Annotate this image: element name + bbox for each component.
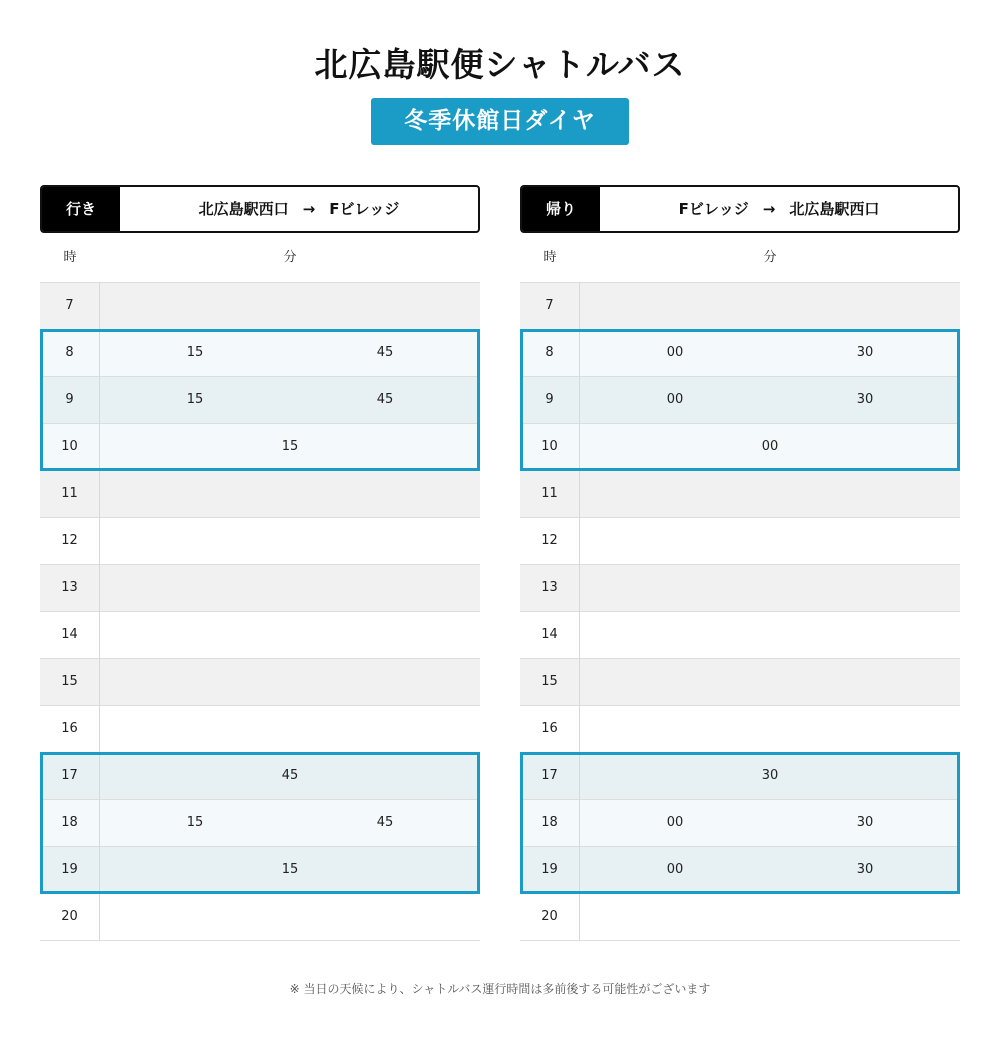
outbound-rows xyxy=(40,283,480,941)
minutes-cell xyxy=(580,377,960,423)
minutes-cell xyxy=(100,612,480,658)
table-row xyxy=(40,612,480,659)
minutes-cell xyxy=(580,330,960,376)
inbound-direction-tag: 帰り xyxy=(522,187,600,231)
table-row xyxy=(40,377,480,424)
hour-cell: 9 xyxy=(520,377,580,423)
minutes-cell xyxy=(100,518,480,564)
hour-cell: 7 xyxy=(40,283,100,329)
departure-minute: 30 xyxy=(856,862,874,877)
table-row xyxy=(520,283,960,330)
hour-column-header: 時 xyxy=(543,250,557,265)
table-row xyxy=(520,612,960,659)
inbound-timetable xyxy=(520,185,960,941)
table-row xyxy=(520,847,960,894)
hour-cell: 12 xyxy=(40,518,100,564)
arrow-right-icon: → xyxy=(302,200,316,218)
minutes-cell xyxy=(100,565,480,611)
departure-minute: 00 xyxy=(666,345,684,360)
minutes-cell xyxy=(580,800,960,846)
minutes-cell xyxy=(580,659,960,705)
inbound-route-header xyxy=(520,185,960,233)
table-row xyxy=(520,753,960,800)
hour-cell: 8 xyxy=(40,330,100,376)
departure-minute: 15 xyxy=(186,345,204,360)
minutes-cell xyxy=(580,847,960,893)
table-row xyxy=(520,518,960,565)
table-row xyxy=(520,894,960,941)
minutes-cell xyxy=(580,612,960,658)
hour-cell: 20 xyxy=(520,894,580,940)
minutes-cell xyxy=(100,706,480,752)
schedule-type-badge: 冬季休館日ダイヤ xyxy=(371,98,629,145)
hour-cell: 16 xyxy=(40,706,100,752)
minutes-cell xyxy=(100,471,480,517)
outbound-route xyxy=(120,187,478,231)
table-row xyxy=(40,753,480,800)
hour-cell: 11 xyxy=(40,471,100,517)
table-row xyxy=(40,847,480,894)
minutes-cell xyxy=(100,847,480,893)
table-row xyxy=(520,377,960,424)
table-row xyxy=(520,565,960,612)
table-row xyxy=(40,330,480,377)
table-row xyxy=(520,706,960,753)
departure-minute: 00 xyxy=(666,862,684,877)
hour-cell: 13 xyxy=(40,565,100,611)
table-row xyxy=(40,518,480,565)
minutes-cell xyxy=(100,659,480,705)
hour-cell: 11 xyxy=(520,471,580,517)
hour-cell: 15 xyxy=(520,659,580,705)
inbound-route-to: 北広島駅西口 xyxy=(789,200,880,218)
minutes-cell xyxy=(100,283,480,329)
footnote: ※ 当日の天候により、シャトルバス運行時間は多前後する可能性がございます xyxy=(289,982,711,996)
inbound-rows xyxy=(520,283,960,941)
table-row xyxy=(40,706,480,753)
table-row xyxy=(520,800,960,847)
departure-minute: 00 xyxy=(666,392,684,407)
minutes-cell xyxy=(100,424,480,470)
hour-cell: 19 xyxy=(40,847,100,893)
hour-cell: 14 xyxy=(40,612,100,658)
hour-cell: 17 xyxy=(520,753,580,799)
hour-cell: 17 xyxy=(40,753,100,799)
hour-cell: 8 xyxy=(520,330,580,376)
hour-cell: 10 xyxy=(520,424,580,470)
page-title: 北広島駅便シャトルバス xyxy=(314,45,686,84)
table-row xyxy=(40,471,480,518)
minutes-cell xyxy=(100,330,480,376)
departure-minute: 45 xyxy=(376,392,394,407)
inbound-column-headers xyxy=(520,233,960,283)
outbound-route-to: Fビレッジ xyxy=(329,200,400,218)
departure-minute: 15 xyxy=(281,439,299,454)
minutes-cell xyxy=(580,518,960,564)
minute-column-header: 分 xyxy=(763,250,777,265)
minutes-cell xyxy=(580,753,960,799)
table-row xyxy=(40,894,480,941)
table-row xyxy=(520,424,960,471)
table-row xyxy=(520,330,960,377)
table-row xyxy=(520,471,960,518)
table-row xyxy=(40,283,480,330)
arrow-right-icon: → xyxy=(762,200,776,218)
hour-cell: 12 xyxy=(520,518,580,564)
inbound-route-from: Fビレッジ xyxy=(678,200,749,218)
hour-cell: 14 xyxy=(520,612,580,658)
hour-cell: 16 xyxy=(520,706,580,752)
minutes-cell xyxy=(580,283,960,329)
outbound-timetable xyxy=(40,185,480,941)
minutes-cell xyxy=(580,706,960,752)
departure-minute: 15 xyxy=(281,862,299,877)
minute-column-header: 分 xyxy=(283,250,297,265)
departure-minute: 30 xyxy=(856,815,874,830)
minutes-cell xyxy=(100,800,480,846)
hour-cell: 19 xyxy=(520,847,580,893)
hour-cell: 7 xyxy=(520,283,580,329)
hour-cell: 10 xyxy=(40,424,100,470)
departure-minute: 45 xyxy=(281,768,299,783)
departure-minute: 00 xyxy=(666,815,684,830)
departure-minute: 15 xyxy=(186,392,204,407)
outbound-route-from: 北広島駅西口 xyxy=(198,200,289,218)
table-row xyxy=(40,800,480,847)
minutes-cell xyxy=(100,753,480,799)
hour-cell: 18 xyxy=(520,800,580,846)
table-row xyxy=(40,424,480,471)
hour-cell: 9 xyxy=(40,377,100,423)
hour-cell: 15 xyxy=(40,659,100,705)
minutes-cell xyxy=(580,424,960,470)
departure-minute: 30 xyxy=(856,345,874,360)
hour-column-header: 時 xyxy=(63,250,77,265)
departure-minute: 45 xyxy=(376,815,394,830)
outbound-direction-tag: 行き xyxy=(42,187,120,231)
departure-minute: 30 xyxy=(761,768,779,783)
minutes-cell xyxy=(580,894,960,940)
table-row xyxy=(40,659,480,706)
minutes-cell xyxy=(100,894,480,940)
outbound-column-headers xyxy=(40,233,480,283)
hour-cell: 18 xyxy=(40,800,100,846)
hour-cell: 13 xyxy=(520,565,580,611)
departure-minute: 15 xyxy=(186,815,204,830)
hour-cell: 20 xyxy=(40,894,100,940)
table-row xyxy=(40,565,480,612)
minutes-cell xyxy=(580,471,960,517)
inbound-route xyxy=(600,187,958,231)
departure-minute: 30 xyxy=(856,392,874,407)
departure-minute: 45 xyxy=(376,345,394,360)
minutes-cell xyxy=(100,377,480,423)
minutes-cell xyxy=(580,565,960,611)
outbound-route-header xyxy=(40,185,480,233)
departure-minute: 00 xyxy=(761,439,779,454)
table-row xyxy=(520,659,960,706)
